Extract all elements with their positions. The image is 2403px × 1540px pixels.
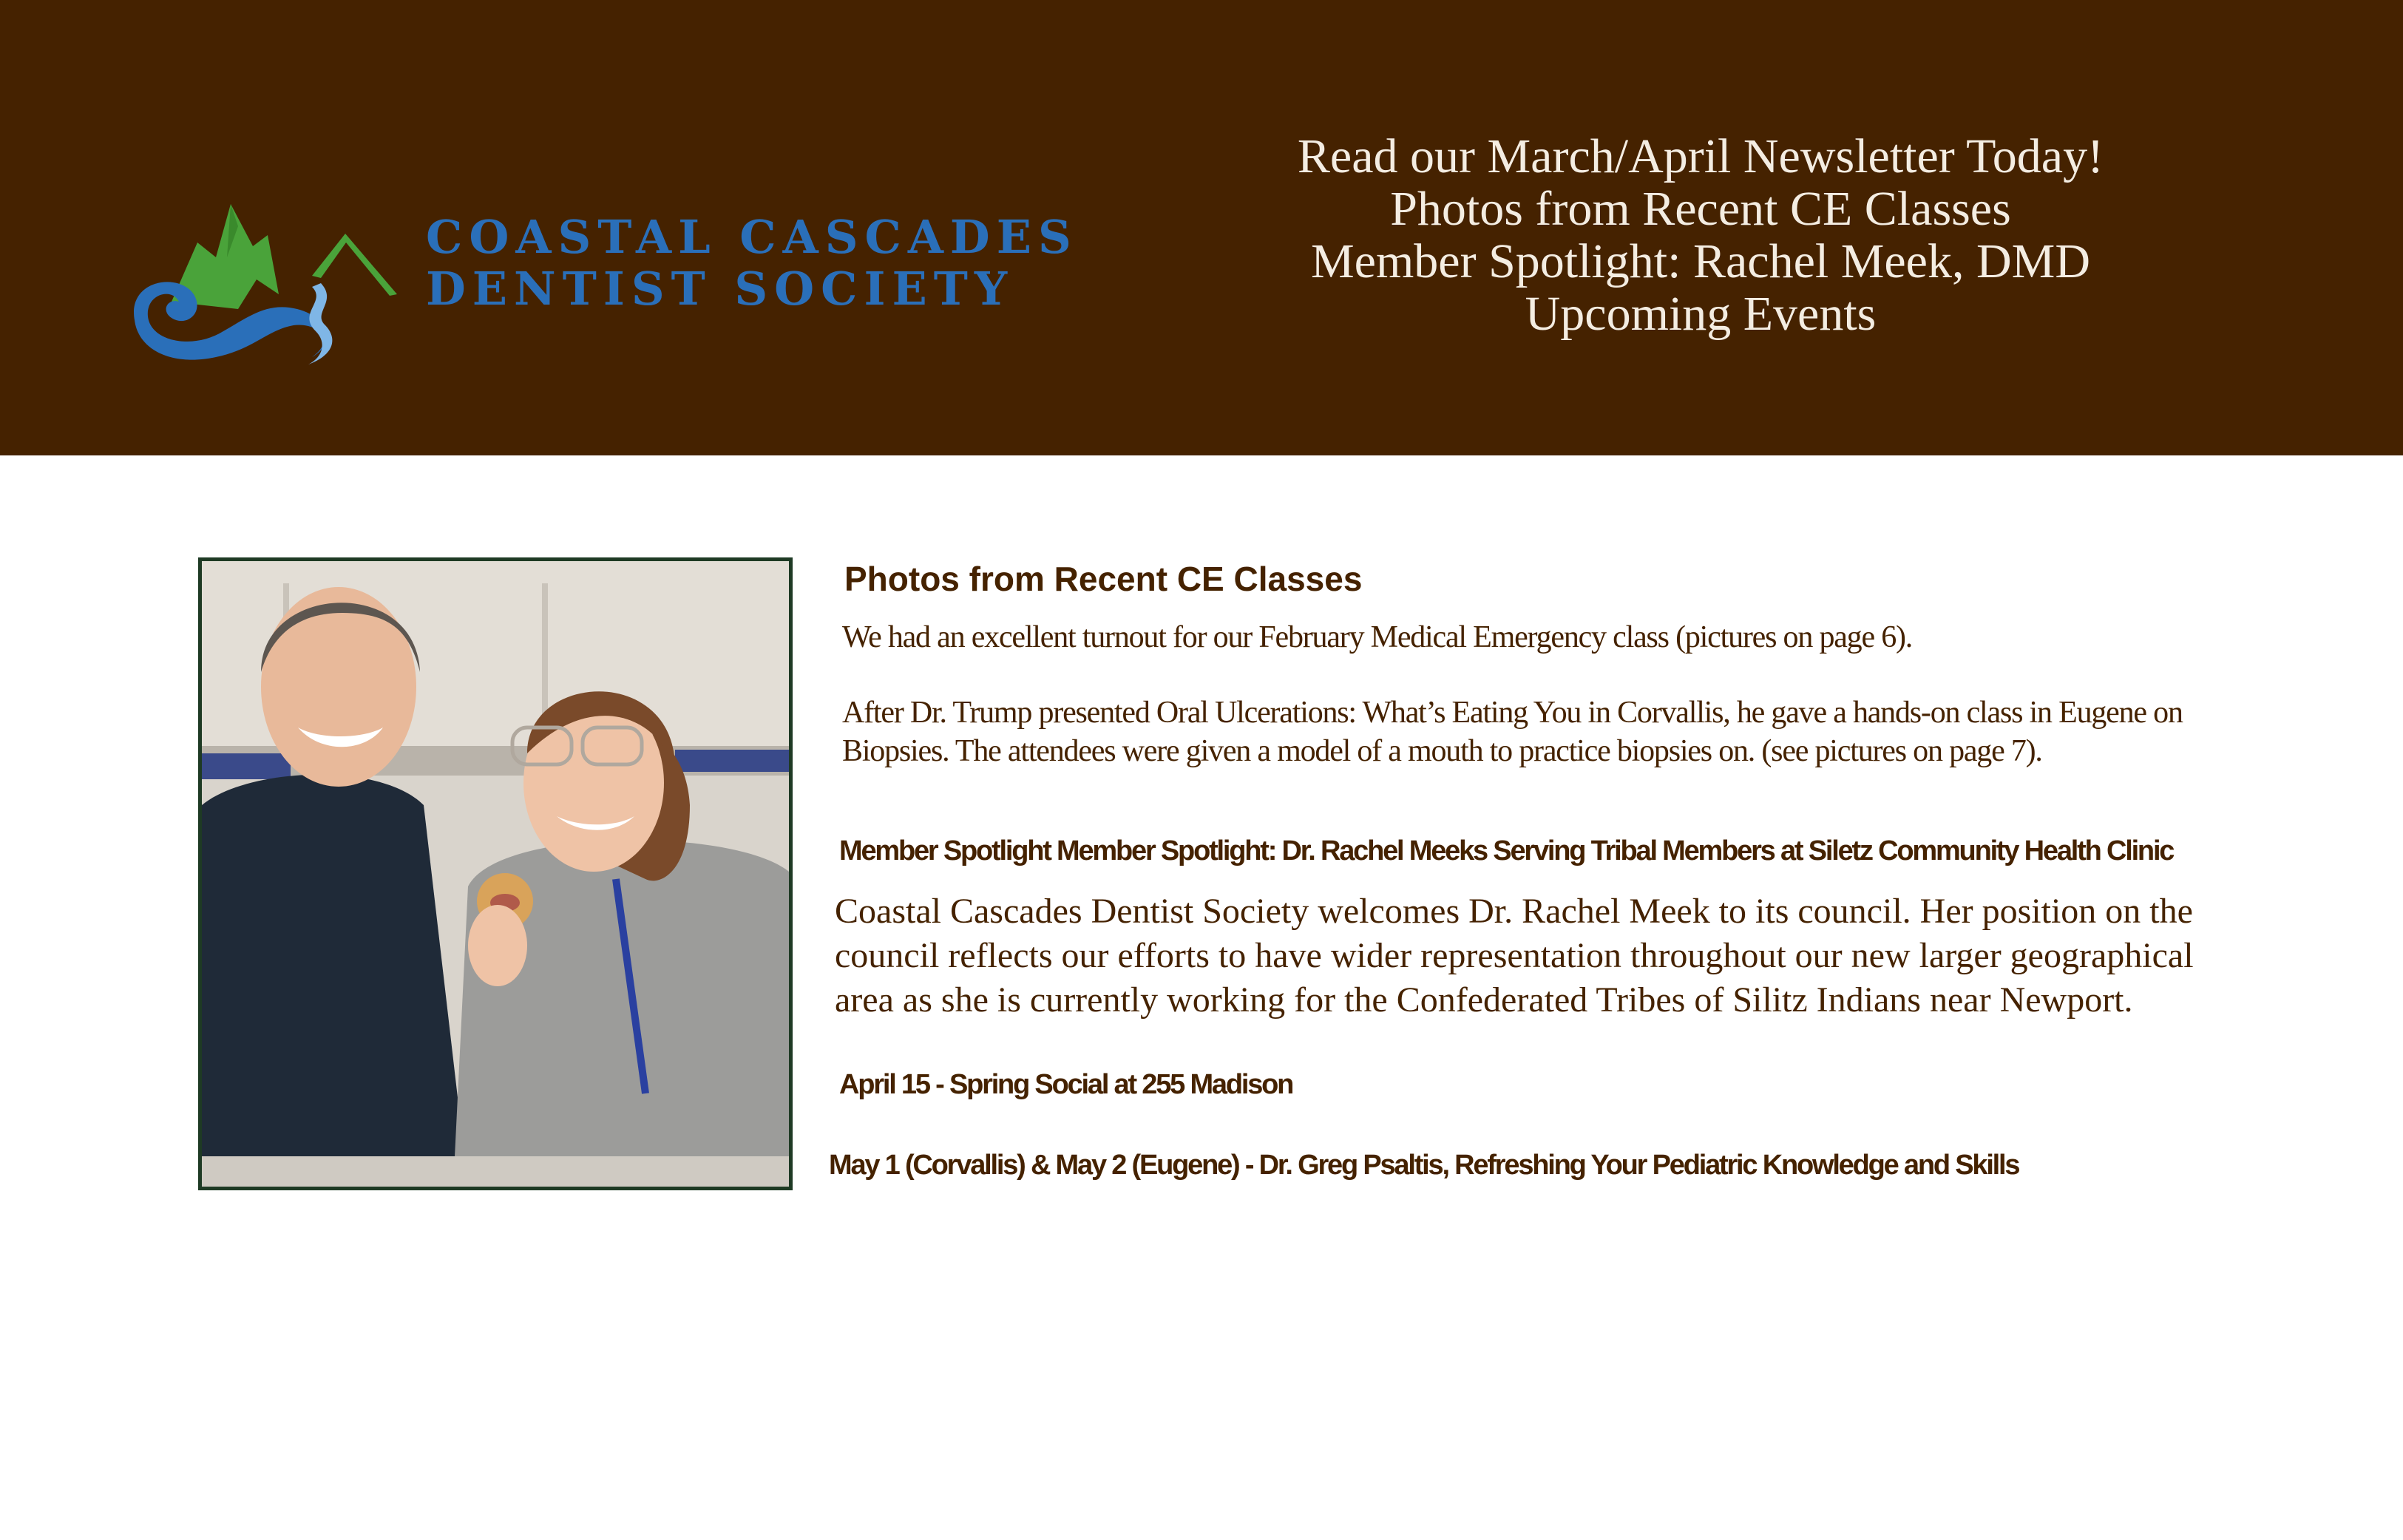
photo-icon [202, 561, 789, 1187]
spotlight-paragraph: Coastal Cascades Dentist Society welcomes Dr. Rachel Meek to its council. Her position on the council reflects our efforts to have wider representation throughout our new larger geographical area as she is currently working for the Confederated Tribes of Silitz Indians near Newport. [835, 892, 2194, 1020]
event-item-1: April 15 - Spring Social at 255 Madison [839, 1069, 1293, 1100]
ce-classes-heading: Photos from Recent CE Classes [844, 560, 1363, 598]
org-name-line1: COASTAL CASCADES [426, 210, 1078, 264]
header-banner [0, 0, 2403, 455]
newsletter-headline [1153, 130, 2248, 340]
event-item-2: May 1 (Corvallis) & May 2 (Eugene) - Dr. Greg Psaltis, Refreshing Your Pediatric Knowledge and Skills [829, 1150, 2019, 1181]
headline-line-3: Member Spotlight: Rachel Meek, DMD [1310, 234, 2090, 288]
society-logo [127, 191, 408, 368]
river-shape [308, 283, 332, 364]
mountain-right-shape [312, 234, 397, 296]
org-name-line2: DENTIST SOCIETY [426, 262, 1014, 316]
headline-line-2: Photos from Recent CE Classes [1390, 182, 2011, 236]
ce-paragraph-2: After Dr. Trump presented Oral Ulcerations: What’s Eating You in Corvallis, he gave a hands-on class in Eugene on Biopsies. The attendees were given a model of a mouth to practice biopsies on. (see pictures on page 7). [842, 696, 2183, 768]
org-name [426, 210, 1078, 316]
ce-paragraph-1: We had an excellent turnout for our February Medical Emergency class (pictures on page 6). [842, 620, 1913, 654]
headline-line-4: Upcoming Events [1525, 287, 1877, 341]
member-photo [198, 557, 793, 1190]
spotlight-heading: Member Spotlight Member Spotlight: Dr. Rachel Meeks Serving Tribal Members at Siletz Community Health Clinic [839, 835, 2174, 866]
headline-line-1: Read our March/April Newsletter Today! [1297, 129, 2104, 183]
